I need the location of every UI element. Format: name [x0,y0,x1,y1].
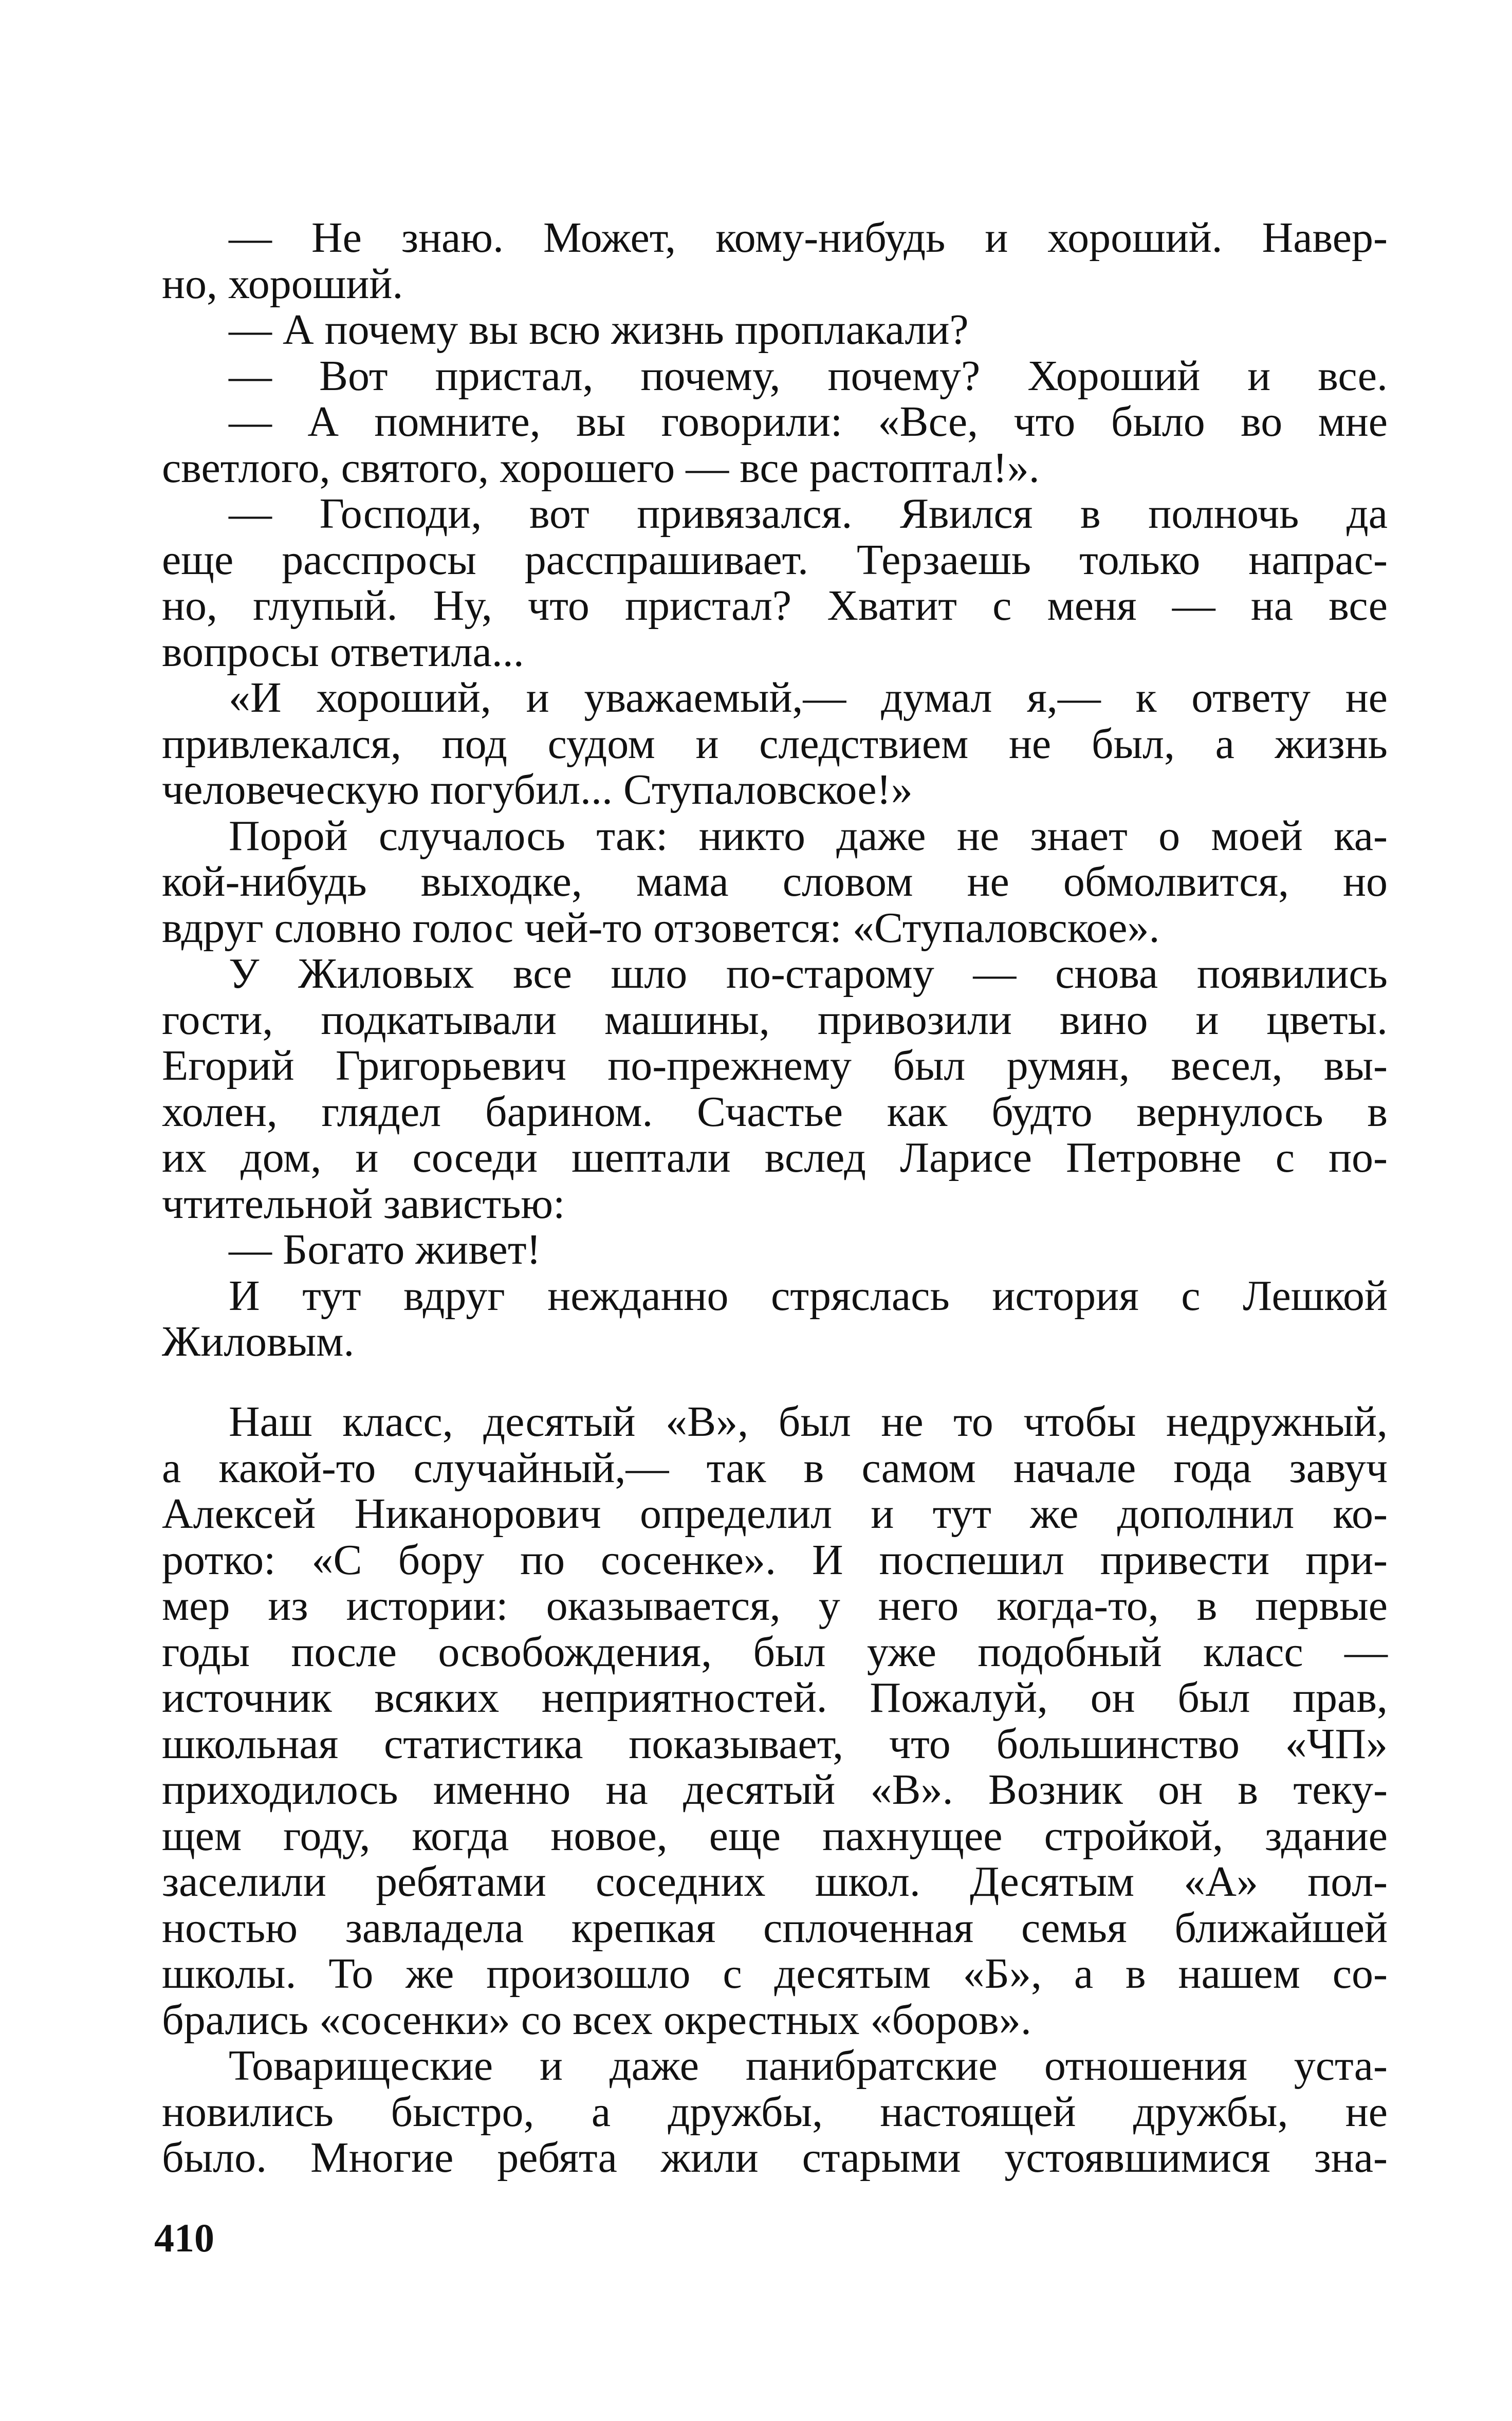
text-line: Егорий Григорьевич по-прежнему был румян, весел, вы- [162,1042,1388,1089]
text-section-1 [162,215,1388,1365]
text-line: холен, глядел барином. Счастье как будто вернулось в [162,1087,1388,1136]
text-line: мер из истории: оказывается, у него когда-то, в первые [162,1582,1388,1630]
text-line: — Вот пристал, почему, почему? Хороший и все. [229,352,1388,400]
text-line: еще расспросы расспрашивает. Терзаешь только напрас- [162,535,1388,584]
text-line: гости, подкатывали машины, привозили вино и цветы. [162,995,1388,1044]
text-line: но, хороший. [162,260,403,308]
text-line: У Жиловых все шло по-старому — снова появились [229,950,1388,997]
text-line: школы. То же произошло с десятым «Б», а в нашем со- [162,1950,1388,1998]
text-line: источник всяких неприятностей. Пожалуй, он был прав, [162,1674,1388,1722]
text-line: Жиловым. [162,1318,355,1365]
text-line: «И хороший, и уважаемый,— думал я,— к ответу не [229,674,1388,722]
text-line: — Богато живет! [229,1226,541,1273]
text-line: — А почему вы всю жизнь проплакали? [229,306,969,354]
text-line: их дом, и соседи шептали вслед Ларисе Петровне с по- [162,1134,1388,1181]
text-line: ротко: «С бору по сосенке». И поспешил привести при- [162,1536,1388,1584]
text-line: кой-нибудь выходке, мама словом не обмолвится, но [162,858,1388,905]
text-line: но, глупый. Ну, что пристал? Хватит с меня — на все [162,582,1388,630]
text-line: а какой-то случайный,— так в самом начале года завуч [162,1444,1388,1492]
text-line: светлого, святого, хорошего — все растоптал!». [162,443,1040,492]
text-line: чтительной завистью: [162,1179,565,1228]
text-line: новились быстро, а дружбы, настоящей дружбы, не [162,2087,1388,2136]
text-line: человеческую погубил... Ступаловское!» [162,766,913,814]
text-line: Товарищеские и даже панибратские отношения уста- [229,2042,1388,2090]
text-line: вопросы ответила... [162,627,524,676]
text-line: — Не знаю. Может, кому-нибудь и хороший. Навер- [229,214,1388,262]
text-line: вдруг словно голос чей-то отзовется: «Ступаловское». [162,903,1160,952]
text-line: школьная статистика показывает, что большинство «ЧП» [162,1720,1388,1768]
text-line: было. Многие ребята жили старыми устоявшимися зна- [162,2134,1388,2182]
text-line: Порой случалось так: никто даже не знает о моей ка- [229,811,1388,860]
text-line: Алексей Никанорович определил и тут же дополнил ко- [162,1490,1388,1538]
text-line: привлекался, под судом и следствием не был, а жизнь [162,719,1388,768]
text-line: приходилось именно на десятый «В». Возник он в теку- [162,1766,1388,1814]
text-line: И тут вдруг нежданно стряслась история с Лешкой [229,1271,1388,1320]
text-section-2 [162,1399,1388,2181]
text-line: — А помните, вы говорили: «Все, что было во мне [229,398,1388,446]
text-line: брались «сосенки» со всех окрестных «боров». [162,1995,1031,2044]
text-line: ностью завладела крепкая сплоченная семья ближайшей [162,1903,1388,1952]
text-line: заселили ребятами соседних школ. Десятым «А» пол- [162,1858,1388,1906]
text-line: Наш класс, десятый «В», был не то чтобы недружный, [229,1398,1388,1446]
page-number: 410 [154,2215,214,2260]
text-line: — Господи, вот привязался. Явился в полночь да [229,490,1388,538]
text-line: щем году, когда новое, еще пахнущее стройкой, здание [162,1812,1388,1860]
text-line: годы после освобождения, был уже подобный класс — [162,1628,1388,1676]
